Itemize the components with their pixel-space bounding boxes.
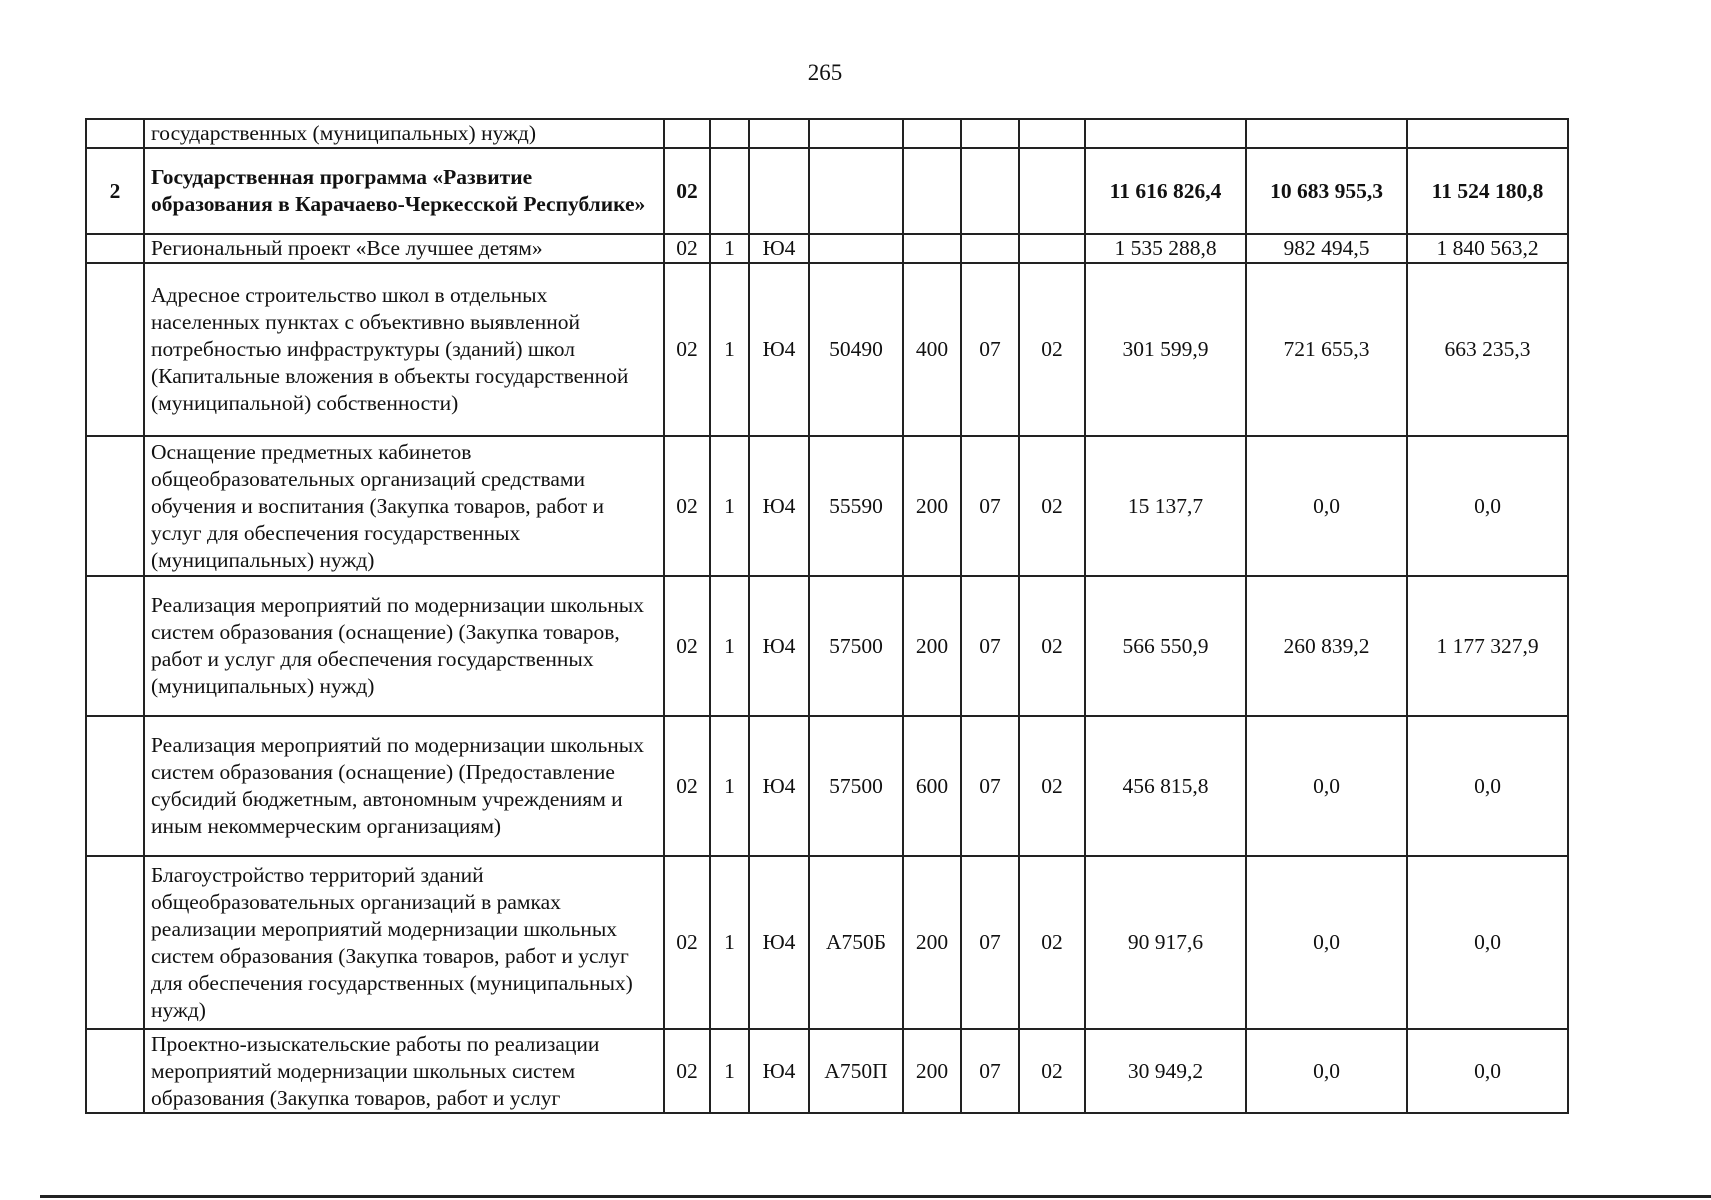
cell-c2: 1 (710, 716, 749, 856)
cell-c1: 02 (664, 263, 710, 436)
cell-c1: 02 (664, 436, 710, 576)
cell-c3: Ю4 (749, 856, 809, 1029)
cell-num (86, 1029, 144, 1113)
cell-c6 (961, 119, 1019, 148)
cell-v1: 15 137,7 (1085, 436, 1246, 576)
cell-c4 (809, 148, 903, 234)
cell-v1: 11 616 826,4 (1085, 148, 1246, 234)
cell-desc: Адресное строительство школ в отдельных населенных пунктах с объективно выявленной потребностью инфраструктуры (зданий) школ (Капитальные вложения в объекты государственной (муниципальной) собственности) (144, 263, 664, 436)
cell-v2: 982 494,5 (1246, 234, 1407, 263)
cell-v2: 0,0 (1246, 856, 1407, 1029)
cell-v1: 1 535 288,8 (1085, 234, 1246, 263)
cell-c4 (809, 119, 903, 148)
cell-c4: А750П (809, 1029, 903, 1113)
cell-c1: 02 (664, 234, 710, 263)
cell-c6: 07 (961, 263, 1019, 436)
table-row (86, 148, 1568, 234)
table-row (86, 576, 1568, 716)
table-row (86, 436, 1568, 576)
cell-num (86, 716, 144, 856)
cell-c1: 02 (664, 148, 710, 234)
cell-c3: Ю4 (749, 716, 809, 856)
cell-desc: Государственная программа «Развитие образования в Карачаево-Черкесской Республике» (144, 148, 664, 234)
cell-v3: 1 840 563,2 (1407, 234, 1568, 263)
budget-table (85, 118, 1569, 1114)
bottom-rule (40, 1195, 1711, 1198)
cell-v3: 0,0 (1407, 436, 1568, 576)
page-number: 265 (807, 60, 843, 85)
cell-desc: Проектно-изыскательские работы по реализации мероприятий модернизации школьных систем образования (Закупка товаров, работ и услуг (144, 1029, 664, 1113)
cell-c7: 02 (1019, 716, 1085, 856)
cell-v2: 10 683 955,3 (1246, 148, 1407, 234)
cell-num (86, 436, 144, 576)
cell-c6: 07 (961, 716, 1019, 856)
cell-c4: А750Б (809, 856, 903, 1029)
table-row (86, 716, 1568, 856)
cell-num: 2 (86, 148, 144, 234)
cell-c5: 600 (903, 716, 961, 856)
cell-c2 (710, 119, 749, 148)
table-row (86, 234, 1568, 263)
cell-v1 (1085, 119, 1246, 148)
table-row (86, 856, 1568, 1029)
cell-v1: 456 815,8 (1085, 716, 1246, 856)
cell-c4: 55590 (809, 436, 903, 576)
cell-c2: 1 (710, 436, 749, 576)
cell-c7: 02 (1019, 1029, 1085, 1113)
table-row (86, 119, 1568, 148)
cell-v3: 663 235,3 (1407, 263, 1568, 436)
cell-v1: 90 917,6 (1085, 856, 1246, 1029)
cell-num (86, 263, 144, 436)
cell-c5 (903, 119, 961, 148)
cell-c3: Ю4 (749, 234, 809, 263)
cell-v3: 0,0 (1407, 716, 1568, 856)
cell-c3: Ю4 (749, 1029, 809, 1113)
cell-c2: 1 (710, 856, 749, 1029)
cell-c2: 1 (710, 576, 749, 716)
cell-c6 (961, 234, 1019, 263)
cell-v3: 0,0 (1407, 1029, 1568, 1113)
cell-num (86, 234, 144, 263)
cell-v3: 11 524 180,8 (1407, 148, 1568, 234)
cell-c1: 02 (664, 1029, 710, 1113)
cell-v1: 301 599,9 (1085, 263, 1246, 436)
cell-c1: 02 (664, 856, 710, 1029)
cell-v2: 0,0 (1246, 1029, 1407, 1113)
cell-c4: 50490 (809, 263, 903, 436)
cell-c7: 02 (1019, 856, 1085, 1029)
cell-c2: 1 (710, 234, 749, 263)
cell-c5 (903, 234, 961, 263)
cell-desc: Благоустройство территорий зданий общеобразовательных организаций в рамках реализации мероприятий модернизации школьных систем образования (Закупка товаров, работ и услуг для обеспечения государственных (муниципальных) нужд) (144, 856, 664, 1029)
cell-desc: Реализация мероприятий по модернизации школьных систем образования (оснащение) (Закупка товаров, работ и услуг для обеспечения государственных (муниципальных) нужд) (144, 576, 664, 716)
cell-c1: 02 (664, 576, 710, 716)
cell-c7: 02 (1019, 436, 1085, 576)
cell-v2: 0,0 (1246, 716, 1407, 856)
cell-v3: 0,0 (1407, 856, 1568, 1029)
cell-v3: 1 177 327,9 (1407, 576, 1568, 716)
cell-c7 (1019, 234, 1085, 263)
cell-c6 (961, 148, 1019, 234)
cell-c3 (749, 119, 809, 148)
cell-desc: Региональный проект «Все лучшее детям» (144, 234, 664, 263)
cell-c4 (809, 234, 903, 263)
cell-v2 (1246, 119, 1407, 148)
cell-v1: 566 550,9 (1085, 576, 1246, 716)
cell-v2: 721 655,3 (1246, 263, 1407, 436)
cell-v2: 0,0 (1246, 436, 1407, 576)
cell-c5: 200 (903, 856, 961, 1029)
cell-c3 (749, 148, 809, 234)
cell-c1 (664, 119, 710, 148)
cell-c5: 400 (903, 263, 961, 436)
cell-c4: 57500 (809, 716, 903, 856)
cell-c6: 07 (961, 1029, 1019, 1113)
cell-v2: 260 839,2 (1246, 576, 1407, 716)
cell-c7 (1019, 119, 1085, 148)
cell-c5: 200 (903, 576, 961, 716)
cell-c2: 1 (710, 263, 749, 436)
cell-c3: Ю4 (749, 576, 809, 716)
cell-c2 (710, 148, 749, 234)
cell-c6: 07 (961, 436, 1019, 576)
cell-desc: государственных (муниципальных) нужд) (144, 119, 664, 148)
cell-c7: 02 (1019, 576, 1085, 716)
cell-c4: 57500 (809, 576, 903, 716)
cell-c1: 02 (664, 716, 710, 856)
cell-desc: Реализация мероприятий по модернизации школьных систем образования (оснащение) (Предоставление субсидий бюджетным, автономным учреждениям и иным некоммерческим организациям) (144, 716, 664, 856)
cell-c5: 200 (903, 1029, 961, 1113)
cell-c3: Ю4 (749, 263, 809, 436)
cell-c6: 07 (961, 576, 1019, 716)
cell-desc: Оснащение предметных кабинетов общеобразовательных организаций средствами обучения и воспитания (Закупка товаров, работ и услуг для обеспечения государственных (муниципальных) нужд) (144, 436, 664, 576)
cell-c6: 07 (961, 856, 1019, 1029)
cell-c3: Ю4 (749, 436, 809, 576)
cell-num (86, 856, 144, 1029)
table-row (86, 263, 1568, 436)
cell-v3 (1407, 119, 1568, 148)
cell-c5: 200 (903, 436, 961, 576)
cell-c5 (903, 148, 961, 234)
cell-num (86, 119, 144, 148)
cell-c7 (1019, 148, 1085, 234)
cell-v1: 30 949,2 (1085, 1029, 1246, 1113)
cell-c2: 1 (710, 1029, 749, 1113)
cell-num (86, 576, 144, 716)
cell-c7: 02 (1019, 263, 1085, 436)
table-row (86, 1029, 1568, 1113)
